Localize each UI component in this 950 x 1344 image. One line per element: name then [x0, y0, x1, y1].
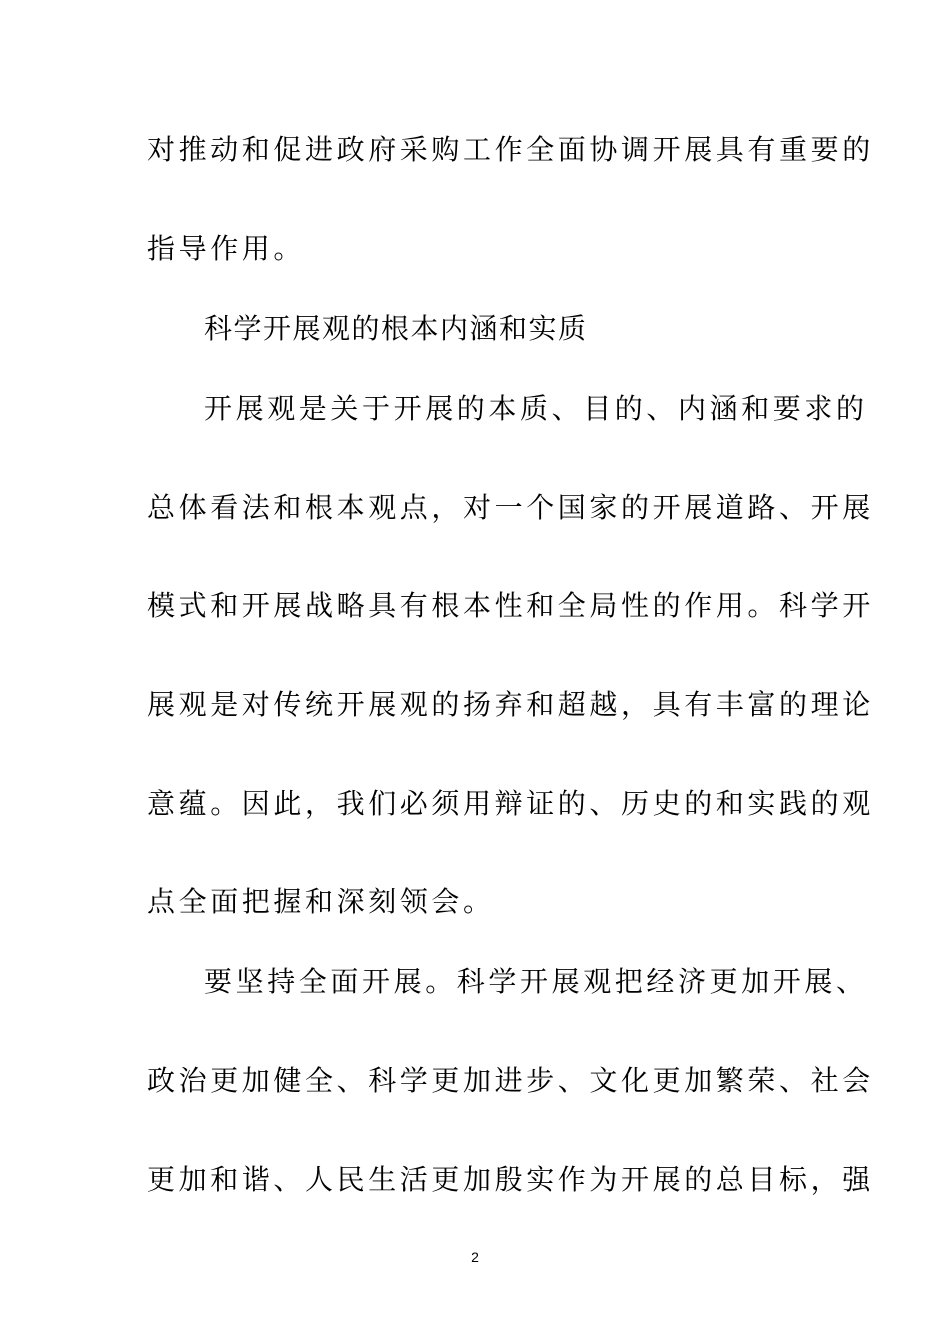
text-line: 更加和谐、人民生活更加殷实作为开展的总目标，强	[147, 1163, 874, 1196]
text-line: 点全面把握和深刻领会。	[147, 885, 495, 918]
paragraph-first-line: 开展观是关于开展的本质、目的、内涵和要求的	[204, 392, 868, 425]
text-line: 总体看法和根本观点，对一个国家的开展道路、开展	[147, 491, 874, 524]
text-line: 指导作用。	[147, 232, 306, 265]
text-line: 对推动和促进政府采购工作全面协调开展具有重要的	[147, 133, 874, 166]
text-line: 展观是对传统开展观的扬弃和超越，具有丰富的理论	[147, 688, 874, 721]
text-line: 政治更加健全、科学更加进步、文化更加繁荣、社会	[147, 1064, 874, 1097]
paragraph-first-line: 要坚持全面开展。科学开展观把经济更加开展、	[204, 965, 868, 998]
section-heading: 科学开展观的根本内涵和实质	[204, 312, 588, 345]
page-number: 2	[471, 1249, 479, 1265]
text-line: 模式和开展战略具有根本性和全局性的作用。科学开	[147, 589, 874, 622]
text-line: 意蕴。因此，我们必须用辩证的、历史的和实践的观	[147, 787, 874, 820]
